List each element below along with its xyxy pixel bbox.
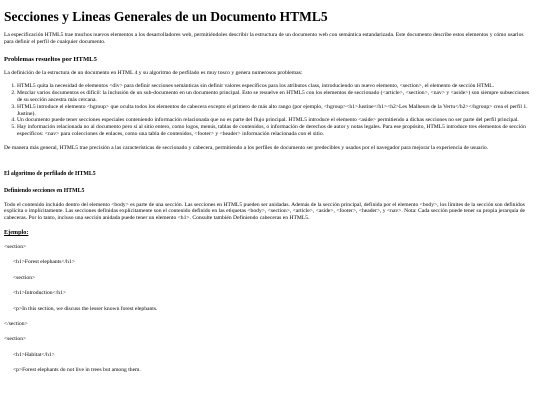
code-example [4, 244, 534, 374]
intro-paragraph: La especificación HTML5 trae muchos nuevos elementos a los desarrolladores web, permitiéndoles describir la estructura de un documento web con semántica estandarizada. Este documento describe estos elementos y cómo usarlos para definir el perfil de cualquier documento. [4, 32, 524, 45]
definition-paragraph: Todo el contenido incluido dentro del elemento <body> es parte de una sección. Las secciones en HTML5 pueden ser anidadas. Además de la sección principal, definida por el elemento <body>, los límites de la sección son definidos explícita o implícitamente. Las secciones definidas explícitamente son el contenido definido en las etiquetas <body>, <section>, <article>, <aside>, <footer>, <header>, y <nav>. Nota: Cada sección puede tener su propia jerarquía de cabeceras. Por lo tanto, incluso una sección anidada puede tener un elemento <h1>. Consulte también Definiendo cabeceras en HTML5. [4, 201, 526, 222]
code-line: </section> [4, 320, 28, 327]
problems-list-item: 2. Mezclar varios documentos es difícil: la inclusión de un sub-documento en un documento principal. Esto se resuelve en HTML5 con los elementos de seccionado (<article>, <section>, <nav> y <aside>) son siempre subsecciones de su sección ancestra más cercana. [17, 90, 534, 104]
example-label: Ejemplo: [4, 228, 29, 236]
definition-heading: Definiendo secciones en HTML5 [4, 187, 85, 194]
problems-heading: Problemas resueltos por HTML5 [4, 55, 97, 63]
algorithm-heading: El algoritmo de perfilado de HTML5 [4, 170, 96, 177]
problems-list-item: 3. HTML5 introduce el elemento <hgroup> que oculta todos los elementos de cabecera excepto el primero de más alto rango (por ejemplo, <hgroup><h1>Justine</h1><h2>Les Malheurs de la Vertu</h2></hgroup> crea el perfil 1. Justine). [17, 104, 534, 118]
code-line: <p>In this section, we discuss the lesser known forest elephants. [13, 305, 158, 312]
code-line: <section> [4, 336, 27, 343]
problems-lead-paragraph: La definición de la estructura de un documento en HTML 4 y su algoritmo de perfilado es muy tosco y genera numerosos problemas: [4, 69, 303, 76]
code-line: <section> [4, 243, 27, 250]
document-page [4, 0, 534, 382]
code-line: <h1>Forest elephants</h1> [13, 259, 75, 266]
code-line: <section> [13, 274, 36, 281]
problems-list-item: 4. Un documento puede tener secciones especiales conteniendo información relacionada que no es parte del flujo principal. HTML5 introduce el elemento <aside> permitiendo a dichas secciones no ser parte del perfil principal. [17, 117, 534, 124]
summary-paragraph: De manera más general, HTML5 trae precisión a las características de seccionado y cabecera, permitiendo a los perfiles de documento ser predecibles y usados por el navegador para mejorar la experiencia de usuario. [4, 144, 489, 151]
code-line: <h1>Habitat</h1> [13, 351, 55, 358]
page-title: Secciones y Lineas Generales de un Documento HTML5 [4, 9, 328, 24]
problems-list [4, 83, 534, 137]
code-line: <p>Forest elephants do not live in trees but among them. [13, 367, 141, 374]
problems-list-item: 1. HTML5 quita la necesidad de elementos <div> para definir secciones semánticas sin definir valores específicos para los atributos class, introduciendo un nuevo elemento, <section>, el elemento de sección HTML. [17, 83, 534, 90]
code-line: <h1>Introduction</h1> [13, 290, 67, 297]
problems-list-item: 5. Hay información relacionada no al documento pero sí al sitio entero, como logos, menús, tablas de contenidos, o información de derechos de autor y notas legales. Para ese propósito, HTML5 introduce tres elementos de sección específicos: <nav> para colecciones de enlaces, como una tabla de contenidos, <footer> y <header> información relacionada con el sitio. [17, 124, 534, 138]
